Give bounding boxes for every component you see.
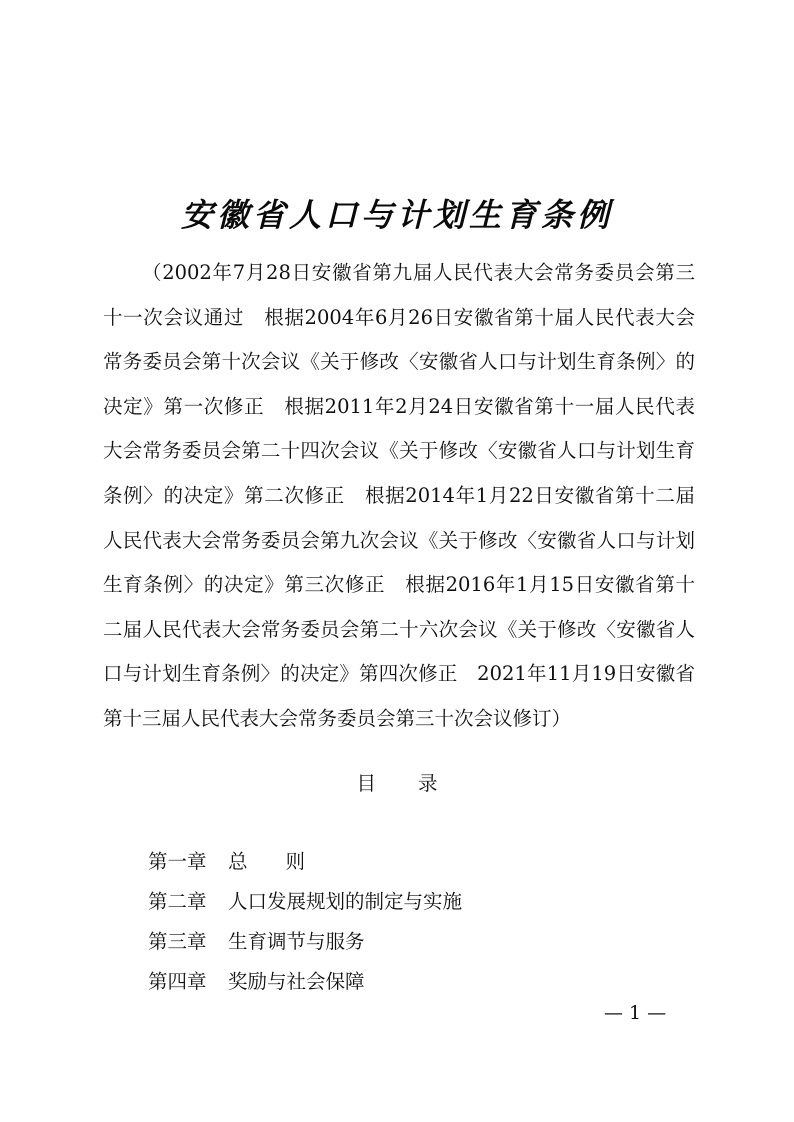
toc-heading-left-char: 目: [356, 772, 376, 795]
toc-item: [148, 922, 462, 962]
toc-item: [148, 962, 462, 1002]
chapter-title: 生育调节与服务: [228, 930, 365, 953]
toc-heading-right-char: 录: [418, 772, 438, 795]
chapter-number: 第一章: [148, 850, 207, 873]
toc-item: [148, 882, 462, 922]
table-of-contents: [148, 842, 462, 1002]
document-title: 安徽省人口与计划生育条例: [180, 196, 613, 235]
chapter-number: 第二章: [148, 890, 207, 913]
table-of-contents-heading: [0, 764, 794, 804]
legislative-history-preamble: （2002年7月28日安徽省第九届人民代表大会常务委员会第三十一次会议通过 根据2004年6月26日安徽省第十届人民代表大会常务委员会第十次会议《关于修改〈安徽省人口与计划生育条例〉的决定》第一次修正 根据2011年2月24日安徽省第十一届人民代表大会常务委员会第二十四次会议《关于修改〈安徽省人口与计划生育条例〉的决定》第二次修正 根据2014年1月22日安徽省第十二届人民代表大会常务委员会第九次会议《关于修改〈安徽省人口与计划生育条例〉的决定》第三次修正 根据2016年1月15日安徽省第十二届人民代表大会常务委员会第二十六次会议《关于修改〈安徽省人口与计划生育条例〉的决定》第四次修正 2021年11月19日安徽省第十三届人民代表大会常务委员会第三十次会议修订）: [103, 261, 695, 730]
chapter-number: 第三章: [148, 930, 207, 953]
toc-item: [148, 842, 462, 882]
chapter-number: 第四章: [148, 970, 207, 993]
page-number: — 1 —: [604, 1002, 667, 1024]
chapter-title: 人口发展规划的制定与实施: [228, 890, 463, 913]
chapter-title: 总则: [228, 850, 344, 873]
chapter-title: 奖励与社会保障: [228, 970, 365, 993]
